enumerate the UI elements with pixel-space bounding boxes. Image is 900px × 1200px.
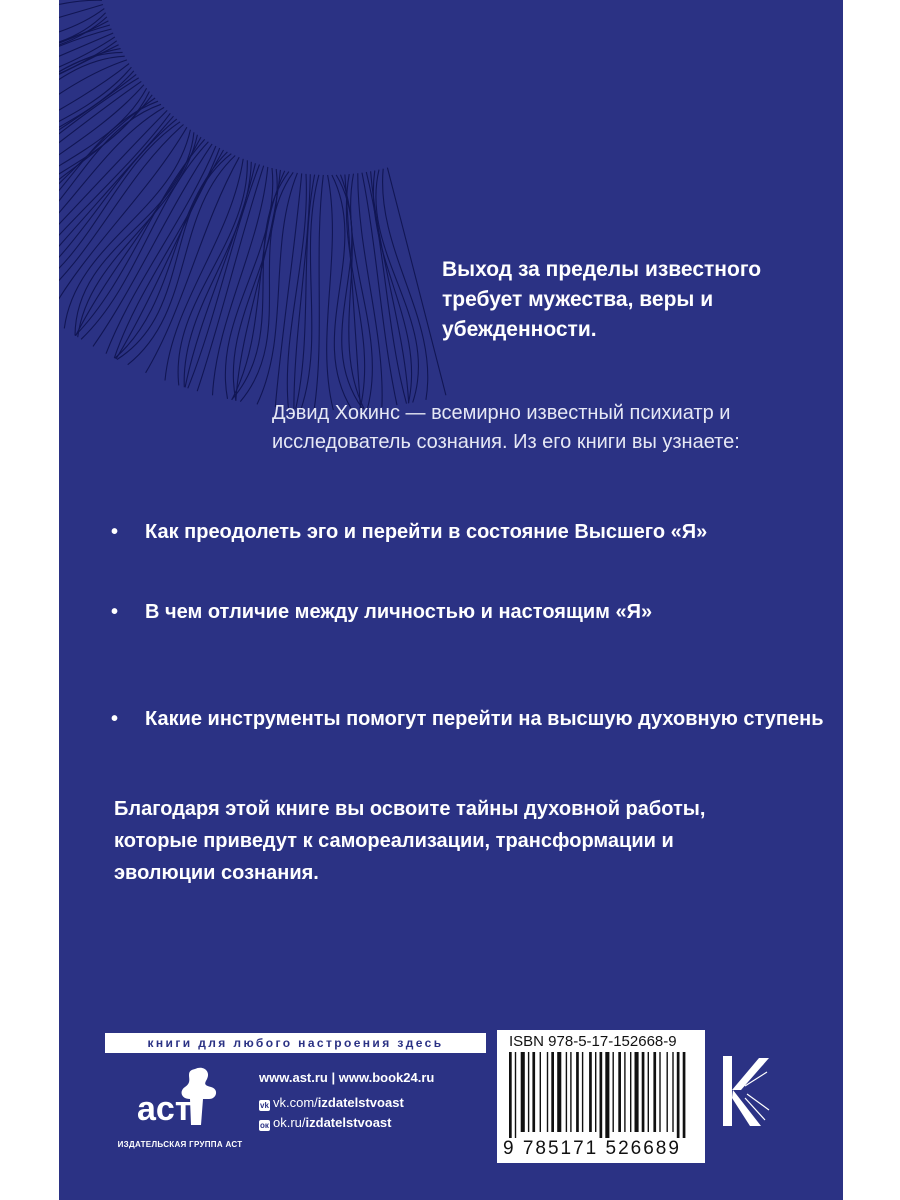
ast-logo — [133, 1063, 228, 1138]
barcode-bars — [503, 1052, 699, 1138]
isbn-text: ISBN 978-5-17-152668-9 — [509, 1033, 677, 1050]
k-publisher-logo — [719, 1050, 777, 1132]
barcode — [497, 1030, 705, 1163]
decorative-line-art — [59, 0, 459, 420]
publisher-block — [105, 1063, 255, 1173]
slogan-banner: книги для любого настроения здесь — [105, 1033, 486, 1053]
ok-link[interactable]: ок ok.ru/izdatelstvoast — [260, 1115, 392, 1130]
closing-text: Благодаря этой книге вы освоите тайны духовной работы, которые приведут к самореализации, трансформации и эволюции сознания. — [114, 798, 706, 884]
vk-link[interactable]: vk vk.com/izdatelstvoast — [260, 1095, 404, 1110]
intro-text: Дэвид Хокинс — всемирно известный психиатр и исследователь сознания. Из его книги вы узнаете: — [272, 402, 740, 453]
barcode-number: 9 785171 526689 — [503, 1138, 681, 1159]
bullet-item: • В чем отличие между личностью и настоящим «Я» — [107, 598, 843, 627]
publisher-name: ИЗДАТЕЛЬСКАЯ ГРУППА АСТ — [117, 1140, 243, 1149]
tagline: Выход за пределы известного требует мужества, веры и убежденности. — [442, 258, 762, 341]
bullet-item: • Как преодолеть эго и перейти в состояние Высшего «Я» — [107, 518, 843, 547]
ok-icon: ок — [260, 1121, 269, 1130]
website-links[interactable]: www.ast.ru | www.book24.ru — [259, 1070, 435, 1085]
vk-icon: vk — [260, 1101, 269, 1110]
back-cover — [59, 0, 843, 1200]
logo-text: аст — [137, 1090, 192, 1128]
bullet-item: • Какие инструменты помогут перейти на высшую духовную ступень — [107, 705, 843, 734]
